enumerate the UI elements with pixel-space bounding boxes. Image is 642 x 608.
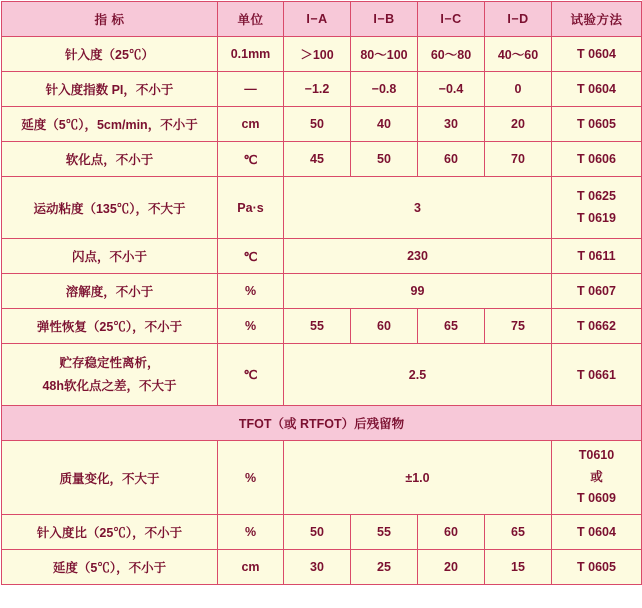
row-value-ia: 55 (284, 309, 351, 344)
row-index-label (2, 344, 218, 406)
row-value-ia: 50 (284, 515, 351, 550)
row-method: T 0607 (552, 274, 642, 309)
row-method-line1: T0610 (578, 447, 615, 462)
row-method-line2: T 0619 (577, 210, 616, 225)
row-index-line2: 48h软化点之差，不大于 (42, 378, 177, 393)
row-method: T 0606 (552, 142, 642, 177)
row-value-id: 70 (485, 142, 552, 177)
section-title: TFOT（或 RTFOT）后残留物 (2, 406, 642, 441)
specification-table (1, 1, 642, 585)
row-method: T 0604 (552, 72, 642, 107)
table-row (2, 344, 642, 406)
row-index-label: 延度（5℃），不小于 (2, 550, 218, 585)
header-index: 指 标 (2, 2, 218, 37)
row-method: T 0604 (552, 37, 642, 72)
row-method: T 0605 (552, 550, 642, 585)
table-row (2, 441, 642, 515)
row-unit: ℃ (218, 344, 284, 406)
header-grade-ic: I−C (418, 2, 485, 37)
row-index-line1: 贮存稳定性离析， (59, 356, 160, 370)
row-method: T 0611 (552, 239, 642, 274)
table-header-row (2, 2, 642, 37)
row-value-ib: 25 (351, 550, 418, 585)
table-row (2, 177, 642, 239)
row-value-ia: 45 (284, 142, 351, 177)
header-unit: 单位 (218, 2, 284, 37)
header-grade-id: I−D (485, 2, 552, 37)
row-index-label: 闪点，不小于 (2, 239, 218, 274)
row-unit: ℃ (218, 142, 284, 177)
row-unit: % (218, 515, 284, 550)
row-value-ib: 40 (351, 107, 418, 142)
row-index-label: 弹性恢复（25℃），不小于 (2, 309, 218, 344)
header-method: 试验方法 (552, 2, 642, 37)
row-unit: cm (218, 550, 284, 585)
row-value-ib: 60 (351, 309, 418, 344)
row-unit: Pa·s (218, 177, 284, 239)
row-unit: 0.1mm (218, 37, 284, 72)
row-value-ic: 20 (418, 550, 485, 585)
row-index-label: 质量变化，不大于 (2, 441, 218, 515)
row-value-span: 3 (284, 177, 552, 239)
table-row (2, 515, 642, 550)
row-value-ib: 55 (351, 515, 418, 550)
table-row (2, 107, 642, 142)
row-value-ic: 60 (418, 515, 485, 550)
row-value-span: ±1.0 (284, 441, 552, 515)
table-row (2, 72, 642, 107)
row-index-label: 延度（5℃），5cm/min，不小于 (2, 107, 218, 142)
row-value-id: 65 (485, 515, 552, 550)
row-index-label: 针入度指数 PI，不小于 (2, 72, 218, 107)
row-value-id: 20 (485, 107, 552, 142)
row-unit: ℃ (218, 239, 284, 274)
table-row (2, 550, 642, 585)
section-header-row (2, 406, 642, 441)
row-unit: — (218, 72, 284, 107)
header-grade-ib: I−B (351, 2, 418, 37)
table-row (2, 274, 642, 309)
row-value-id: 0 (485, 72, 552, 107)
row-method: T 0661 (552, 344, 642, 406)
row-method: T 0605 (552, 107, 642, 142)
row-value-span: 230 (284, 239, 552, 274)
row-value-ic: 60 (418, 142, 485, 177)
row-method-line1: T 0625 (577, 188, 616, 203)
table-row (2, 142, 642, 177)
row-value-id: 15 (485, 550, 552, 585)
row-method-line2: 或 (590, 469, 603, 484)
row-value-ic: 30 (418, 107, 485, 142)
row-unit: % (218, 441, 284, 515)
table-row (2, 37, 642, 72)
row-method-line3: T 0609 (577, 491, 616, 506)
row-unit: % (218, 274, 284, 309)
row-unit: cm (218, 107, 284, 142)
row-value-ic: −0.4 (418, 72, 485, 107)
row-value-ib: 50 (351, 142, 418, 177)
table-row (2, 309, 642, 344)
row-value-ib: −0.8 (351, 72, 418, 107)
row-value-span: 2.5 (284, 344, 552, 406)
row-value-ib: 80～100 (351, 37, 418, 72)
row-unit: % (218, 309, 284, 344)
row-value-ia: 50 (284, 107, 351, 142)
row-value-ia: −1.2 (284, 72, 351, 107)
row-value-id: 40～60 (485, 37, 552, 72)
row-value-ic: 65 (418, 309, 485, 344)
row-value-id: 75 (485, 309, 552, 344)
row-index-label: 运动粘度（135℃），不大于 (2, 177, 218, 239)
table-row (2, 239, 642, 274)
row-method: T 0662 (552, 309, 642, 344)
row-method (552, 177, 642, 239)
row-value-ia: 30 (284, 550, 351, 585)
row-method: T 0604 (552, 515, 642, 550)
row-index-label: 软化点，不小于 (2, 142, 218, 177)
row-value-ic: 60～80 (418, 37, 485, 72)
row-value-span: 99 (284, 274, 552, 309)
header-grade-ia: I−A (284, 2, 351, 37)
row-method (552, 441, 642, 515)
row-index-label: 针入度比（25℃），不小于 (2, 515, 218, 550)
row-value-ia: ＞100 (284, 37, 351, 72)
row-index-label: 溶解度，不小于 (2, 274, 218, 309)
row-index-label: 针入度（25℃） (2, 37, 218, 72)
